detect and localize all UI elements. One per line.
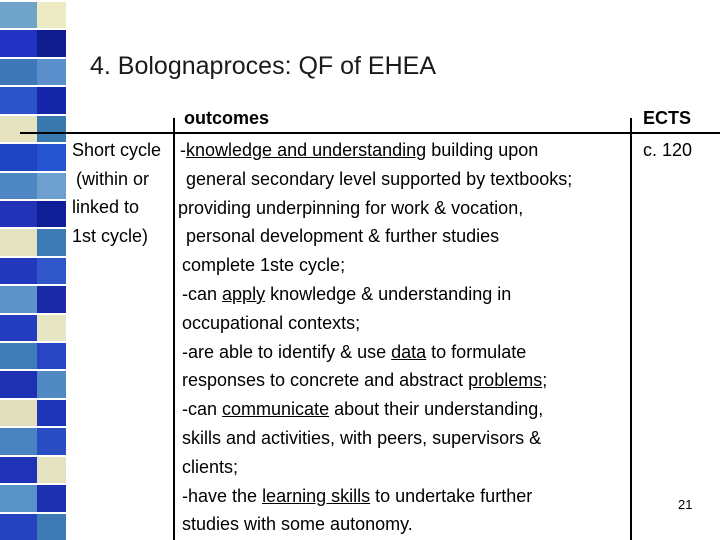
decorative-stripe (0, 0, 66, 540)
page-number: 21 (678, 497, 693, 512)
outcome-line (182, 456, 238, 478)
outcome-text: skills and activities, with peers, supervisors & (182, 428, 542, 448)
stripe-segment (0, 313, 66, 341)
stripe-segment (0, 85, 66, 113)
stripe-segment (0, 57, 66, 85)
outcome-line (182, 513, 413, 535)
stripe-segment (0, 28, 66, 56)
stripe-segment (0, 398, 66, 426)
underlined-term: learning skills (262, 485, 371, 506)
cycle-line: (within or (76, 169, 150, 189)
cycle-line: linked to (72, 197, 140, 217)
underlined-term: communicate (222, 399, 330, 420)
header-ects: ECTS (643, 108, 692, 128)
stripe-segment (0, 455, 66, 483)
underlined-term: problems (468, 370, 543, 391)
outcome-text: providing underpinning for work & vocation, (178, 197, 524, 218)
outcome-text: complete 1ste cycle; (182, 255, 346, 276)
cycle-line: Short cycle (72, 140, 162, 160)
outcome-text: -are able to identify & use (182, 341, 392, 362)
outcome-text: occupational contexts; (182, 312, 361, 333)
stripe-segment (0, 483, 66, 511)
outcome-text: - (180, 140, 186, 160)
stripe-segment (0, 0, 66, 28)
outcome-text: to formulate (426, 341, 527, 362)
outcome-text: responses to concrete and abstract (182, 370, 469, 391)
outcome-line (180, 139, 538, 161)
outcome-line (182, 369, 547, 391)
outcome-line (182, 485, 532, 507)
outcome-text: ; (542, 370, 548, 391)
stripe-segment (0, 369, 66, 397)
outcome-line (182, 283, 511, 305)
outcome-line (182, 398, 543, 420)
stripe-segment (0, 341, 66, 369)
outcome-text: -can (182, 399, 223, 420)
underlined-term: apply (222, 284, 266, 304)
outcome-text: building upon (426, 140, 539, 160)
outcome-line (186, 168, 572, 190)
stripe-segment (0, 171, 66, 199)
stripe-segment (0, 227, 66, 255)
header-outcomes: outcomes (184, 108, 270, 128)
outcome-text: about their understanding, (329, 399, 544, 420)
outcome-text: personal development & further studies (186, 226, 500, 247)
outcome-text: knowledge & understanding in (265, 284, 512, 304)
slide-title: 4. Bolognaproces: QF of EHEA (90, 52, 437, 80)
outcome-line (182, 254, 345, 276)
outcome-text: -can (182, 284, 223, 304)
stripe-segment (0, 199, 66, 227)
underlined-term: knowledge and understanding (186, 140, 427, 160)
outcome-line (186, 225, 499, 247)
outcome-text: -have the (182, 485, 263, 506)
cycle-line: 1st cycle) (72, 226, 149, 246)
stripe-segment (0, 426, 66, 454)
outcome-line (182, 312, 360, 334)
outcome-line (182, 427, 541, 449)
column-divider-right (630, 118, 632, 540)
underlined-term: data (391, 341, 427, 362)
column-divider-left (173, 118, 175, 540)
outcome-text: studies with some autonomy. (182, 514, 413, 535)
table-header-rule (20, 132, 720, 134)
outcome-text: clients; (182, 456, 239, 477)
ects-value: c. 120 (643, 140, 693, 160)
stripe-segment (0, 256, 66, 284)
outcome-text: general secondary level supported by textbooks; (186, 168, 573, 189)
stripe-segment (0, 512, 66, 540)
stripe-segment (0, 284, 66, 312)
outcome-line (182, 341, 526, 363)
outcome-line (178, 197, 523, 219)
stripe-segment (0, 114, 66, 142)
outcome-text: to undertake further (370, 485, 533, 506)
stripe-segment (0, 142, 66, 170)
